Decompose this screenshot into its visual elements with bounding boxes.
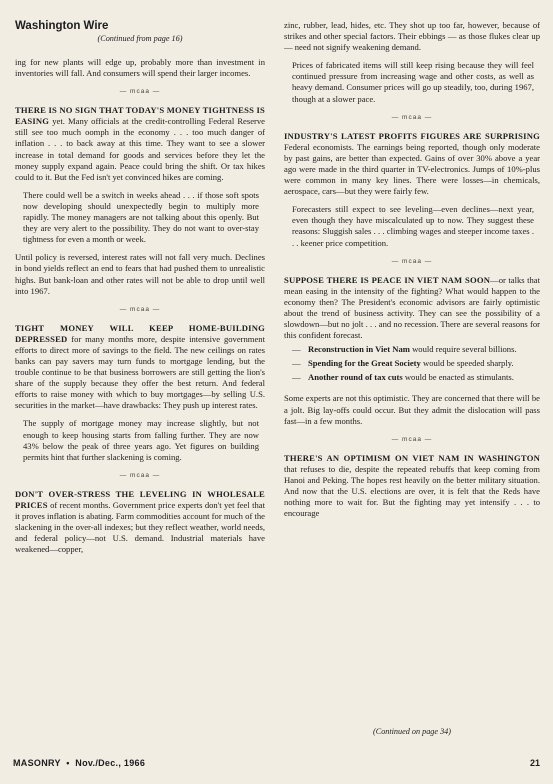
profits-paragraph: INDUSTRY'S LATEST PROFITS FIGURES ARE SURPRISING Federal economists. The earnings being reported, though only moderate by past gains, are better than expected. Gains of over 30% above a year ago were made in the third quarter in TV-electronics. Jumps of 10%-plus were common in many key lines. There were losses—in chemicals, aerospace, cars—but they were fairly few.	[284, 130, 540, 197]
continued-from-note: (Continued from page 16)	[97, 34, 183, 43]
viet-nam-optimism-paragraph: THERE'S AN OPTIMISM ON VIET NAM IN WASHINGTON that refuses to die, despite the repeated rebuffs that keep coming from Hanoi and Peking. The hopes rest heavily on the better military situation. And now that the U.S. elections are over, it is felt that the Reds have nothing more to wait for. But the fighting may yet intensify . . . to encourage	[284, 452, 540, 519]
section-separator: — mcaa —	[119, 305, 161, 313]
peace-paragraph: SUPPOSE THERE IS PEACE IN VIET NAM SOON—or talks that mean easing in the intensity of the fighting? What would happen to the economy then? The President's economic advisors are fairly optimistic about the trend of business activity. They can see the possibility of a slowdown—but no jolt . . . and no recession. There are several reasons for this confident forecast.	[284, 274, 540, 341]
money-tightness-paragraph: THERE IS NO SIGN THAT TODAY'S MONEY TIGHTNESS IS EASING yet. Many officials at the credit-controlling Federal Reserve still see too much oomph in the economy . . . too much danger of inflation . . . to back away at this time. They want to see a slower increase in total demand for goods and services before they let the money supply expand again. Peace could bring the shift. Or tax hikes could to it. But the Fed isn't yet convinced hikes are coming.	[15, 105, 265, 182]
money-tightness-paragraph-2: There could well be a switch in weeks ahead . . . if those soft spots now developing should unexpectedly begin to multiply more rapidly. The money managers are not talking about this openly. But they are very alert to the possibility. They do not want to over-stay tightness for even a month or week.	[23, 189, 259, 245]
bullet-item: — Spending for the Great Society would be speeded sharply.	[292, 358, 514, 369]
section-separator: — mcaa —	[391, 435, 433, 443]
page-number: 21	[529, 758, 540, 768]
money-tightness-paragraph-3: Until policy is reversed, interest rates will not fall very much. Declines in bond yields reflect an end to fears that had pushed them to unrealistic highs. But bank-loan and other rates will not be able to drop until well into 1967.	[15, 252, 265, 296]
prices-continued-paragraph: zinc, rubber, lead, hides, etc. They shot up too far, however, because of strikes and other special factors. Their ebbings — as those flukes clear up — need not signify weakening demand.	[284, 20, 540, 53]
issue-date: Nov./Dec., 1966	[75, 758, 146, 768]
page-footer	[13, 758, 540, 768]
section-kicker: TIGHT MONEY WILL KEEP HOME-BUILDING DEPRESSED	[15, 322, 265, 344]
experts-paragraph: Some experts are not this optimistic. They are concerned that there will be a jolt. Big lay-offs could occur. But they admit the dislocation will pass fast—in a few months.	[284, 393, 540, 426]
fabricated-items-paragraph: Prices of fabricated items will still keep rising because they will feel continued pressure from increasing wage and other costs, as well as heavy demand. Consumer prices will go up steadily, too, during 1967, though at a slower pace.	[292, 60, 534, 104]
bullet-item: — Another round of tax cuts would be enacted as stimulants.	[292, 372, 514, 383]
home-building-paragraph: TIGHT MONEY WILL KEEP HOME-BUILDING DEPRESSED for many months more, despite intensive government efforts to direct more of savings to the field. The new ceilings on rates banks can pay savers may turn funds to mortgage lending, but the trouble continue to be that business borrowers are still getting the lion's share of the supply because they offer the best return. And federal efforts to raise money with which to buy mortgages—by selling U.S. securities in the market—have drawbacks: They push up interest rates.	[15, 322, 265, 411]
forecasters-paragraph: Forecasters still expect to see leveling—even declines—next year, even though they have miscalculated up to now. They suggest these reasons: Sluggish sales . . . climbing wages and steeper income taxes . . . keener price competition.	[292, 204, 534, 248]
wholesale-prices-paragraph: DON'T OVER-STRESS THE LEVELING IN WHOLESALE PRICES of recent months. Government price experts don't yet feel that it proves inflation is abating. Farm commodities account for much of the slackening in the over-all indexes; but they reflect weather, world needs, and federal policy—not U.S. demand. Industrial materials have weakened—copper,	[15, 488, 265, 555]
publication-name: MASONRY	[13, 758, 61, 768]
right-column	[284, 20, 540, 519]
footer-bullet: •	[66, 758, 70, 768]
bullet-item: — Reconstruction in Viet Nam would require several billions.	[292, 344, 517, 355]
section-kicker: SUPPOSE THERE IS PEACE IN VIET NAM SOON	[284, 274, 491, 285]
section-separator: — mcaa —	[391, 257, 433, 265]
home-building-paragraph-2: The supply of mortgage money may increase slightly, but not enough to keep housing starts from falling further. They are now 43% below the peak of three years ago. Yet figures on building permits hint that further slackening is coming.	[23, 418, 259, 462]
section-kicker: THERE'S AN OPTIMISM ON VIET NAM IN WASHINGTON	[284, 452, 540, 463]
intro-paragraph: ing for new plants will edge up, probably more than investment in inventories will fall. And consumers will spend their larger incomes.	[15, 57, 265, 79]
section-separator: — mcaa —	[391, 113, 433, 121]
section-kicker: DON'T OVER-STRESS THE LEVELING IN WHOLESALE PRICES	[15, 488, 265, 510]
section-kicker: THERE IS NO SIGN THAT TODAY'S MONEY TIGHTNESS IS EASING	[15, 105, 265, 127]
section-kicker: INDUSTRY'S LATEST PROFITS FIGURES ARE SURPRISING	[284, 130, 540, 141]
left-column	[15, 20, 265, 555]
column-title: Washington Wire	[15, 20, 109, 32]
section-separator: — mcaa —	[119, 88, 161, 96]
section-separator: — mcaa —	[119, 471, 161, 479]
continued-on-note: (Continued on page 34)	[373, 727, 451, 736]
